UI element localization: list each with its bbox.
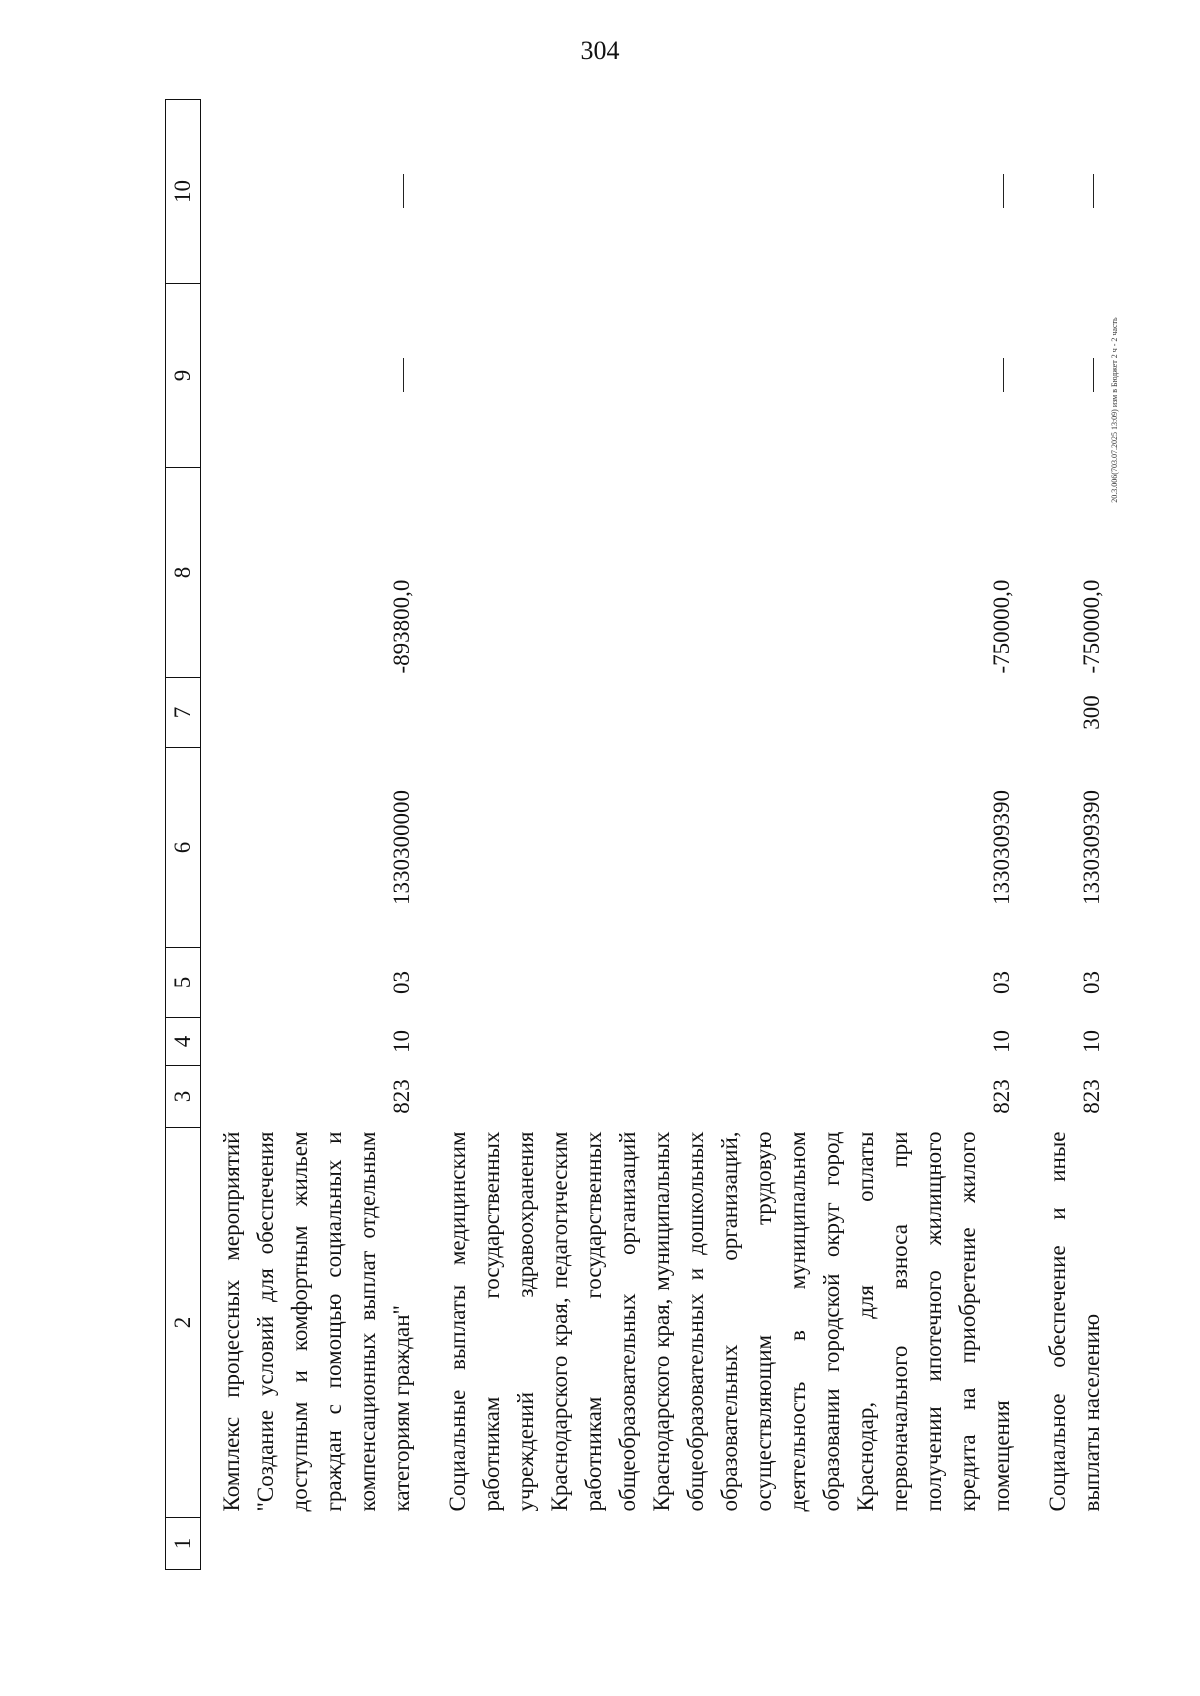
dash-cell bbox=[1027, 100, 1117, 284]
description-cell: Социальное обеспечение и иные выплаты населению bbox=[1045, 1131, 1104, 1512]
section-code-cell: 10 bbox=[389, 1030, 414, 1053]
target-article-cell: 1330300000 bbox=[389, 790, 414, 905]
footer-stamp: 20.3.006(703.07.2025 13:09) изм в Бюджет 2 ч - 2 часть bbox=[1110, 317, 1119, 503]
description-cell: Социальные выплаты медицинским работникам государственных учреждений здравоохранения Краснодарского края, педагогическим работникам государственных общеобразовательных организаций Краснодарского края, муниципальных общеобразовательных и дошкольных образовательных организаций, осуществляющим трудовую деятельность в муниципальном образовании городской округ город Краснодар, для оплаты первоначального взноса при получении ипотечного жилищного кредита на приобретение жилого помещения bbox=[445, 1131, 1014, 1512]
column-header: 10 bbox=[166, 100, 201, 284]
column-header: 6 bbox=[166, 748, 201, 948]
column-header: 2 bbox=[166, 1128, 201, 1518]
expense-type-cell bbox=[201, 678, 428, 748]
section-code-cell: 10 bbox=[1079, 1030, 1104, 1053]
dash-cell bbox=[427, 284, 1027, 468]
column-header: 4 bbox=[166, 1018, 201, 1066]
dash-mark bbox=[403, 175, 404, 209]
amount-cell: -750000,0 bbox=[989, 579, 1014, 674]
column-header: 1 bbox=[166, 1518, 201, 1570]
dash-cell bbox=[427, 100, 1027, 284]
target-article-cell: 1330309390 bbox=[1079, 790, 1104, 905]
column-header: 3 bbox=[166, 1066, 201, 1128]
description-cell: Комплекс процессных мероприятий "Создание условий для обеспечения доступным и комфортным жильем граждан с помощью социальных и компенсационных выплат отдельным категориям граждан" bbox=[219, 1131, 414, 1512]
ministry-code-cell: 823 bbox=[1079, 1079, 1104, 1114]
dash-mark bbox=[1003, 175, 1004, 209]
ministry-code-cell: 823 bbox=[989, 1079, 1014, 1114]
subsection-code-cell: 03 bbox=[1079, 971, 1104, 994]
table-row bbox=[1027, 100, 1117, 1570]
amount-cell: -750000,0 bbox=[1079, 579, 1104, 674]
dash-mark bbox=[403, 359, 404, 393]
subsection-code-cell: 03 bbox=[389, 971, 414, 994]
section-code-cell: 10 bbox=[989, 1030, 1014, 1053]
row-number-cell bbox=[427, 1518, 1027, 1570]
dash-mark bbox=[1093, 175, 1094, 209]
table-row bbox=[201, 100, 428, 1570]
target-article-cell: 1330309390 bbox=[989, 790, 1014, 905]
expense-type-cell bbox=[427, 678, 1027, 748]
dash-cell bbox=[201, 100, 428, 284]
column-header: 9 bbox=[166, 284, 201, 468]
expense-type-cell: 300 bbox=[1079, 695, 1104, 730]
row-number-cell bbox=[201, 1518, 428, 1570]
subsection-code-cell: 03 bbox=[989, 971, 1014, 994]
budget-table bbox=[165, 99, 1117, 1570]
column-header: 8 bbox=[166, 468, 201, 678]
dash-cell bbox=[1027, 284, 1117, 468]
dash-cell bbox=[201, 284, 428, 468]
page-number: 304 bbox=[580, 36, 620, 65]
column-header: 5 bbox=[166, 948, 201, 1018]
ministry-code-cell: 823 bbox=[389, 1079, 414, 1114]
row-number-cell bbox=[1027, 1518, 1117, 1570]
budget-table-rotated bbox=[165, 100, 1104, 1570]
column-header: 7 bbox=[166, 678, 201, 748]
table-row bbox=[427, 100, 1027, 1570]
table-header bbox=[166, 100, 201, 1570]
dash-mark bbox=[1093, 359, 1094, 393]
dash-mark bbox=[1003, 359, 1004, 393]
amount-cell: -893800,0 bbox=[389, 579, 414, 674]
